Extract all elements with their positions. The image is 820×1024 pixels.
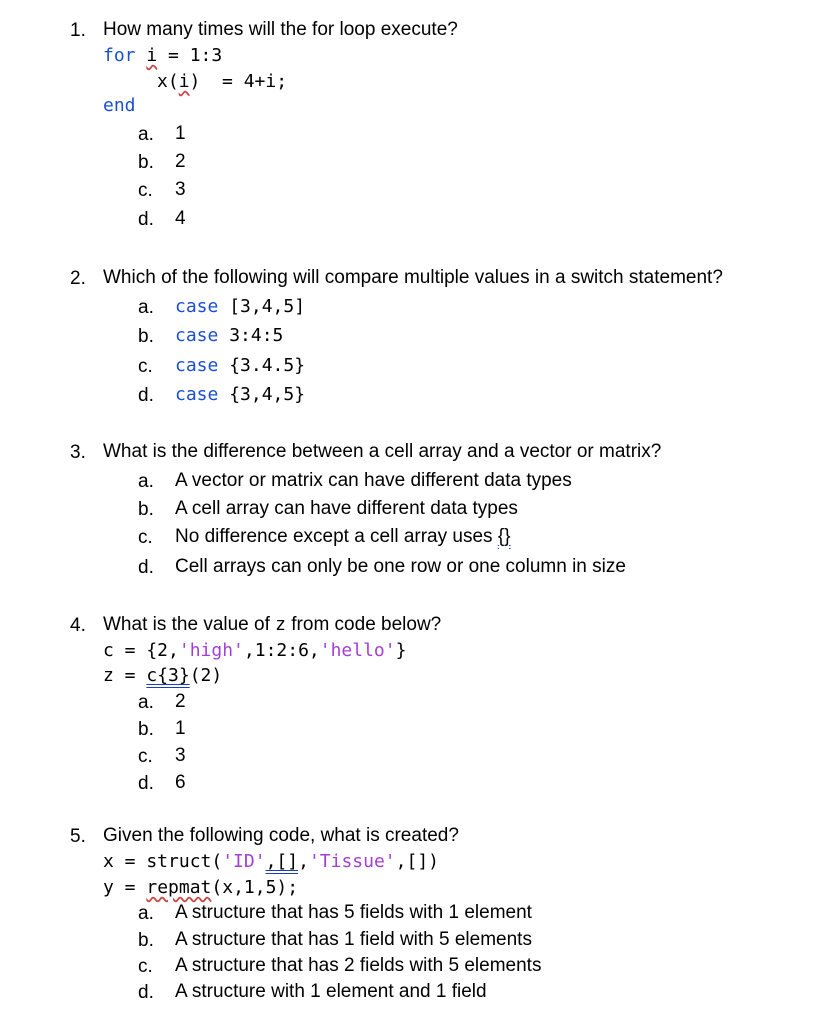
- option-letter: a.: [138, 124, 154, 145]
- option-text: 3: [175, 745, 186, 766]
- option-letter: c.: [138, 746, 153, 767]
- question-text: Which of the following will compare multiple values in a switch statement?: [103, 267, 723, 288]
- option-code: case {3,4,5}: [175, 384, 306, 405]
- option-letter: a.: [138, 903, 154, 924]
- question-text: Given the following code, what is created?: [103, 825, 459, 846]
- option-letter: b.: [138, 152, 154, 173]
- option-text: 2: [175, 691, 186, 712]
- question-number: 2.: [70, 268, 86, 289]
- option-text: A structure that has 2 fields with 5 elements: [175, 955, 542, 976]
- option-letter: b.: [138, 719, 154, 740]
- option-letter: c.: [138, 527, 153, 548]
- option-text: 1: [175, 123, 186, 144]
- option-letter: c.: [138, 180, 153, 201]
- question-number: 5.: [70, 826, 86, 847]
- option-text: 4: [175, 208, 186, 229]
- option-letter: d.: [138, 209, 154, 230]
- code-line-2: y = repmat(x,1,5);: [103, 877, 299, 898]
- option-letter: d.: [138, 557, 154, 578]
- variable-z: z: [275, 614, 286, 635]
- option-letter: a.: [138, 692, 154, 713]
- code-line-2: x(i) = 4+i;: [157, 71, 288, 92]
- loop-variable: i: [146, 45, 158, 66]
- option-text: A structure with 1 element and 1 field: [175, 981, 487, 1002]
- keyword-end: end: [103, 95, 136, 116]
- option-text: A structure that has 5 fields with 1 element: [175, 902, 532, 923]
- option-text: A cell array can have different data types: [175, 498, 518, 519]
- code-line-1: c = {2,'high',1:2:6,'hello'}: [103, 640, 407, 661]
- option-text: Cell arrays can only be one row or one column in size: [175, 556, 626, 577]
- question-number: 1.: [70, 20, 86, 41]
- option-letter: b.: [138, 930, 154, 951]
- option-letter: a.: [138, 297, 154, 318]
- option-text: No difference except a cell array uses {}: [175, 526, 511, 547]
- option-letter: d.: [138, 982, 154, 1003]
- option-code: case {3.4.5}: [175, 355, 306, 376]
- code-line-1: for i = 1:3: [103, 45, 223, 66]
- code-line-3: [103, 97, 136, 115]
- question-text: What is the value of z from code below?: [103, 614, 442, 635]
- option-text: A vector or matrix can have different data types: [175, 470, 572, 491]
- option-text: 3: [175, 179, 186, 200]
- option-code: case [3,4,5]: [175, 296, 306, 317]
- code-line-1: x = struct('ID',[],'Tissue',[]): [103, 851, 439, 872]
- option-letter: c.: [138, 956, 153, 977]
- question-number: 3.: [70, 442, 86, 463]
- option-text: 2: [175, 151, 186, 172]
- question-text: How many times will the for loop execute?: [103, 19, 458, 40]
- question-number: 4.: [70, 615, 86, 636]
- option-letter: a.: [138, 471, 154, 492]
- keyword-for: for: [103, 45, 136, 66]
- option-text: 6: [175, 772, 186, 793]
- option-code: case 3:4:5: [175, 325, 284, 346]
- option-letter: c.: [138, 356, 153, 377]
- code-line-2: z = c{3}(2): [103, 665, 223, 686]
- braces-code: {}: [497, 526, 511, 547]
- option-text: A structure that has 1 field with 5 elements: [175, 929, 532, 950]
- option-letter: d.: [138, 773, 154, 794]
- option-text: 1: [175, 718, 186, 739]
- option-letter: d.: [138, 385, 154, 406]
- option-letter: b.: [138, 326, 154, 347]
- option-letter: b.: [138, 499, 154, 520]
- question-text: What is the difference between a cell array and a vector or matrix?: [103, 441, 662, 462]
